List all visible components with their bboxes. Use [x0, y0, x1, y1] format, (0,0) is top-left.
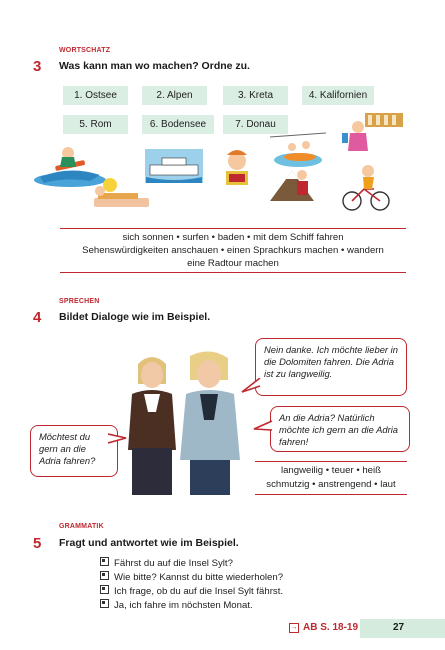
place-chip-ostsee: 1. Ostsee	[63, 86, 128, 105]
adjectives-line-2: schmutzig • anstrengend • laut	[266, 479, 396, 490]
exercise-5-category: GRAMMATIK	[59, 523, 104, 530]
place-chip-donau: 7. Donau	[223, 115, 288, 134]
rafting-illustration	[270, 133, 326, 167]
adjectives-line-1: langweilig • teuer • heiß	[280, 465, 382, 476]
tourist-illustration	[342, 113, 403, 151]
exercise-5-title: Fragt und antwortet wie im Beispiel.	[59, 537, 239, 549]
exercise-5-number: 5	[33, 535, 42, 552]
exercise-4-title: Bildet Dialoge wie im Beispiel.	[59, 311, 211, 323]
speech-bubble-answer-text: Nein danke. Ich möchte lieber in die Dolomiten fahren. Die Adria ist zu langweilig.	[264, 344, 398, 379]
example-line-3	[100, 585, 283, 597]
example-line-1	[100, 557, 233, 569]
exercise-4-category: SPRECHEN	[59, 298, 100, 305]
example-line-2-text: Wie bitte? Kannst du bitte wiederholen?	[114, 572, 284, 583]
workbook-reference-text: AB S. 18-19	[303, 622, 359, 633]
bubble-tail-top	[240, 378, 262, 394]
exercise-3-title: Was kann man wo machen? Ordne zu.	[59, 60, 250, 72]
dialog-marker-icon	[100, 585, 109, 594]
activity-words-line-2: Sehenswürdigkeiten anschauen • einen Sprachkurs machen • wandern	[82, 245, 384, 256]
girl-figure	[128, 357, 176, 495]
dialog-marker-icon	[100, 599, 109, 608]
place-chip-kalifornien: 4. Kalifornien	[302, 86, 374, 105]
example-line-3-text: Ich frage, ob du auf die Insel Sylt fährst.	[114, 586, 284, 597]
workbook-arrow-icon: →	[290, 624, 298, 631]
place-chip-rom: 5. Rom	[63, 115, 128, 134]
bubble-tail-mid	[252, 420, 274, 434]
example-line-4-text: Ja, ich fahre im nöchsten Monat.	[114, 600, 253, 611]
workbook-reference[interactable]	[289, 622, 358, 634]
exercise-3-category: WORTSCHATZ	[59, 47, 111, 54]
student-illustration	[226, 150, 248, 185]
place-chip-kreta: 3. Kreta	[223, 86, 288, 105]
word-box-bottom-rule	[60, 272, 406, 273]
activity-illustrations	[30, 105, 430, 225]
dialog-marker-icon	[100, 571, 109, 580]
ship-illustration	[145, 149, 203, 183]
cyclist-illustration	[343, 165, 389, 210]
surfer-illustration	[34, 147, 106, 187]
speech-bubble-counter	[270, 406, 410, 452]
dialog-marker-icon	[100, 557, 109, 566]
teenagers-photo	[120, 350, 250, 495]
activity-words-line-1: sich sonnen • surfen • baden • mit dem Schiff fahren	[122, 232, 344, 243]
example-line-4	[100, 599, 253, 611]
place-chip-alpen: 2. Alpen	[142, 86, 207, 105]
page-number: 27	[393, 622, 405, 633]
place-chip-bodensee: 6. Bodensee	[142, 115, 214, 134]
adjective-box-top-rule	[255, 461, 407, 462]
adjective-box-bottom-rule	[255, 494, 407, 495]
speech-bubble-counter-text: An die Adria? Natürlich möchte ich gern an die Adria fahren!	[279, 412, 398, 447]
exercise-4-number: 4	[33, 309, 42, 326]
hiker-illustration	[270, 170, 314, 201]
activity-words-line-3: eine Radtour machen	[187, 258, 279, 269]
speech-bubble-question	[30, 425, 118, 477]
word-box-top-rule	[60, 228, 406, 229]
bubble-tail-left	[108, 432, 128, 446]
example-line-1-text: Fährst du auf die Insel Sylt?	[114, 558, 233, 569]
example-line-2	[100, 571, 283, 583]
speech-bubble-answer	[255, 338, 407, 396]
speech-bubble-question-text: Möchtest du gern an die Adria fahren?	[39, 431, 96, 466]
boy-figure	[180, 351, 240, 495]
exercise-3-number: 3	[33, 58, 42, 75]
